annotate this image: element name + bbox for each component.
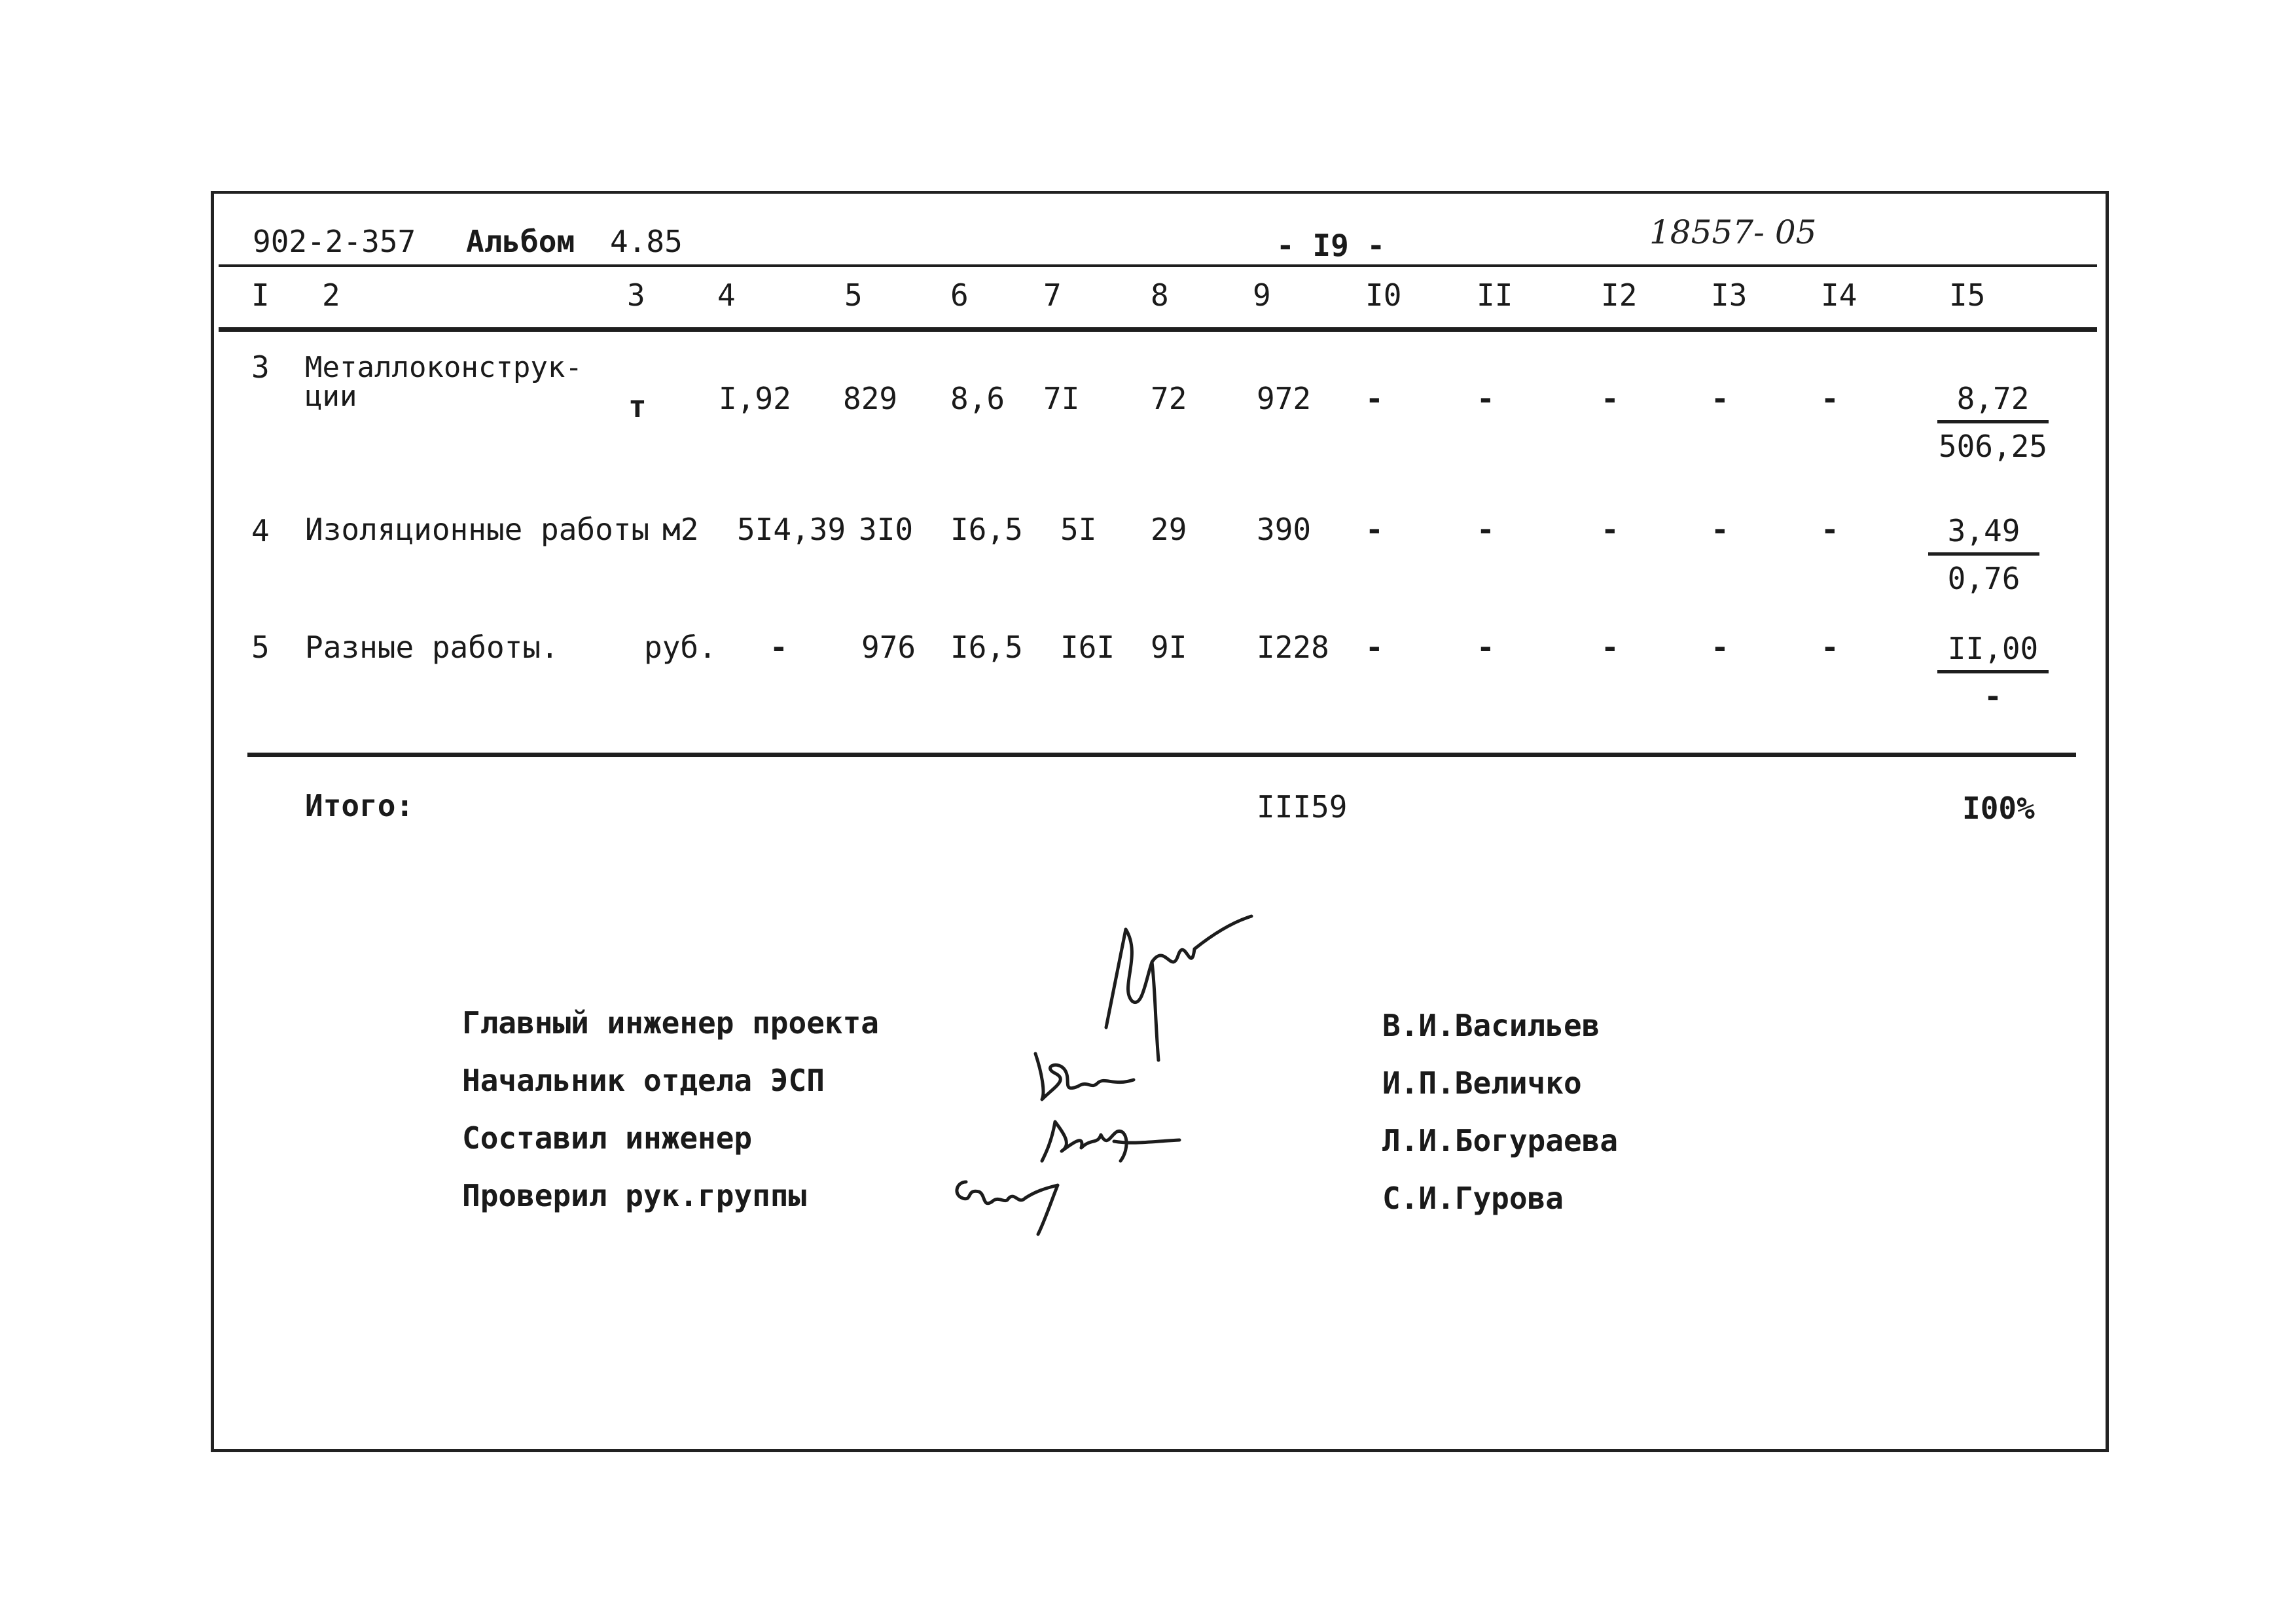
fraction-numerator: 8,72	[1937, 381, 2049, 423]
cell-col8: 9I	[1151, 630, 1187, 665]
column-number: I3	[1711, 277, 1748, 313]
signature-role: Начальник отдела ЭСП	[462, 1063, 825, 1098]
cell-col11: -	[1477, 630, 1495, 665]
cell-col12: -	[1601, 512, 1619, 547]
column-number: 8	[1151, 277, 1169, 313]
cell-col7: 7I	[1043, 381, 1080, 416]
cell-col5: 3I0	[859, 512, 914, 547]
signature-name: С.И.Гурова	[1382, 1181, 1564, 1216]
cell-col15-fraction	[1937, 381, 2049, 464]
signature-dept-head	[1029, 1047, 1147, 1106]
page-number: - I9 -	[1276, 228, 1386, 263]
row-name: Изоляционные работы	[305, 512, 650, 547]
column-number: II	[1477, 277, 1513, 313]
column-number: 9	[1253, 277, 1271, 313]
cell-col10: -	[1365, 630, 1384, 665]
total-label: Итого:	[305, 788, 414, 823]
column-number: 5	[844, 277, 863, 313]
cell-col5: 976	[861, 630, 916, 665]
cell-col5: 829	[843, 381, 898, 416]
column-number: I2	[1601, 277, 1638, 313]
signature-group-leader	[946, 1169, 1077, 1241]
cell-col7: 5I	[1060, 512, 1097, 547]
signature-compiler	[1035, 1109, 1186, 1174]
cell-col4: -	[770, 630, 788, 665]
cell-col15-fraction	[1928, 513, 2039, 596]
signature-role: Проверил рук.группы	[462, 1178, 807, 1213]
fraction-denominator: -	[1984, 679, 2002, 714]
signature-role: Составил инженер	[462, 1120, 753, 1156]
column-number: I	[251, 277, 270, 313]
cell-col15-fraction	[1937, 631, 2049, 714]
fraction-numerator: 3,49	[1928, 513, 2039, 556]
column-number: I4	[1821, 277, 1857, 313]
column-number: 6	[950, 277, 969, 313]
row-number: 4	[251, 513, 270, 548]
column-number: 3	[627, 277, 645, 313]
row-unit: т	[628, 389, 647, 424]
cell-col13: -	[1711, 381, 1729, 416]
column-number: 7	[1043, 277, 1062, 313]
cell-col7: I6I	[1060, 630, 1115, 665]
cell-col10: -	[1365, 512, 1384, 547]
table-bottom-rule	[247, 753, 2076, 757]
row-name-continued: ции	[305, 380, 357, 413]
doc-code: 902-2-357	[253, 224, 416, 259]
signature-name: Л.И.Богураева	[1382, 1123, 1619, 1158]
cell-col4: 5I4,39	[737, 512, 846, 547]
column-number: I0	[1365, 277, 1402, 313]
row-name: Металлоконструк-	[305, 351, 583, 384]
fraction-numerator: II,00	[1937, 631, 2049, 673]
handwritten-number: 18557- 05	[1649, 213, 1817, 251]
cell-col9: 390	[1257, 512, 1312, 547]
cell-col4: I,92	[719, 381, 791, 416]
cell-col9: I228	[1257, 630, 1329, 665]
header-rule	[219, 264, 2097, 267]
signature-name: В.И.Васильев	[1382, 1008, 1600, 1043]
row-number: 5	[251, 630, 270, 665]
signature-name: И.П.Величко	[1382, 1065, 1582, 1101]
cell-col10: -	[1365, 381, 1384, 416]
cell-col8: 29	[1151, 512, 1187, 547]
column-number: 2	[322, 277, 340, 313]
cell-col8: 72	[1151, 381, 1187, 416]
cell-col6: I6,5	[950, 630, 1023, 665]
total-percent: I00%	[1962, 791, 2035, 826]
fraction-denominator: 0,76	[1947, 561, 2020, 596]
row-number: 3	[251, 349, 270, 385]
cell-col14: -	[1821, 381, 1839, 416]
cell-col11: -	[1477, 512, 1495, 547]
column-number: 4	[717, 277, 736, 313]
row-name: Разные работы.	[305, 630, 559, 665]
cell-col13: -	[1711, 512, 1729, 547]
cell-col6: I6,5	[950, 512, 1023, 547]
cell-col12: -	[1601, 381, 1619, 416]
cell-col12: -	[1601, 630, 1619, 665]
total-sum: III59	[1257, 789, 1348, 825]
column-number: I5	[1949, 277, 1986, 313]
cell-col14: -	[1821, 512, 1839, 547]
album-number: 4.85	[610, 224, 683, 259]
cell-col6: 8,6	[950, 381, 1005, 416]
album-label: Альбом	[466, 224, 575, 259]
row-unit: м2	[662, 512, 699, 547]
cell-col14: -	[1821, 630, 1839, 665]
fraction-denominator: 506,25	[1938, 429, 2048, 464]
cell-col9: 972	[1257, 381, 1312, 416]
column-header-rule	[219, 327, 2097, 332]
row-unit: руб.	[644, 630, 717, 665]
cell-col13: -	[1711, 630, 1729, 665]
cell-col11: -	[1477, 381, 1495, 416]
signature-role: Главный инженер проекта	[462, 1005, 879, 1041]
